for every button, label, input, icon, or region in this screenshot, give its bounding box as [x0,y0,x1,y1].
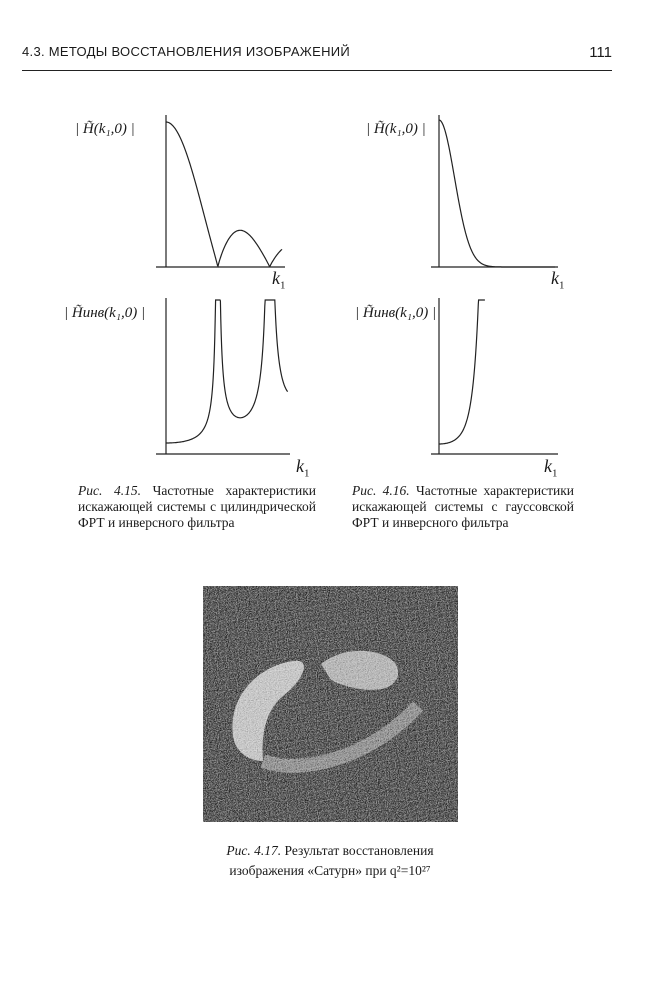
plot-h-cyl [150,115,300,275]
ylabel-hinv-cyl: | H̃инв(k₁,0) | [64,305,146,321]
caption-fig-4-15-lead: Рис. 4.15. [78,483,142,498]
restored-saturn-image [203,586,458,822]
xlabel-h-cyl-sub: 1 [280,279,286,292]
ylabel-h-gauss: | H̃(k₁,0) | [366,121,426,137]
caption-fig-4-15-text: Частотные характеристики искажающей системы с цилиндрической ФРТ и инверсного фильтра [78,483,316,530]
ylabel-hinv-gauss: | H̃инв(k₁,0) | [355,305,437,321]
xlabel-hinv-cyl-sub: 1 [304,467,310,480]
page-number: 111 [589,44,612,61]
saturn-image-svg [203,586,458,822]
curve [166,122,282,267]
xlabel-hinv-cyl-k: k [296,456,304,476]
plot-h-gauss-svg [425,115,575,275]
curve [166,300,288,443]
xlabel-h-gauss [551,268,565,292]
xlabel-h-gauss-sub: 1 [559,279,565,292]
xlabel-hinv-cyl [296,456,310,480]
curve [439,120,555,267]
plot-h-gauss [425,115,575,275]
xlabel-h-cyl-k: k [272,268,280,288]
plot-hinv-gauss [425,298,575,458]
caption-fig-4-17 [180,843,480,879]
xlabel-hinv-gauss-k: k [544,456,552,476]
xlabel-hinv-gauss [544,456,558,480]
caption-fig-4-15 [78,483,316,531]
plot-hinv-cyl-svg [150,298,300,458]
plot-hinv-gauss-svg [425,298,575,458]
caption-fig-4-17-text1: Результат восстановления [284,843,434,858]
plot-h-cyl-svg [150,115,300,275]
xlabel-h-gauss-k: k [551,268,559,288]
caption-fig-4-16-text: Частотные характеристики искажающей системы с гауссовской ФРТ и инверсного фильтра [352,483,574,530]
caption-fig-4-17-line1 [180,843,480,859]
xlabel-h-cyl [272,268,286,292]
caption-fig-4-16 [352,483,574,531]
ylabel-h-cyl: | H̃(k₁,0) | [75,121,135,137]
section-title: 4.3. МЕТОДЫ ВОССТАНОВЛЕНИЯ ИЗОБРАЖЕНИЙ [22,44,351,59]
curve [439,300,485,444]
caption-fig-4-16-lead: Рис. 4.16. [352,483,410,498]
caption-fig-4-17-line2: изображения «Сатурн» при q²=10²⁷ [229,863,431,878]
running-header [22,44,612,71]
xlabel-hinv-gauss-sub: 1 [552,467,558,480]
caption-fig-4-17-lead: Рис. 4.17. [226,843,282,858]
plot-hinv-cyl [150,298,300,458]
